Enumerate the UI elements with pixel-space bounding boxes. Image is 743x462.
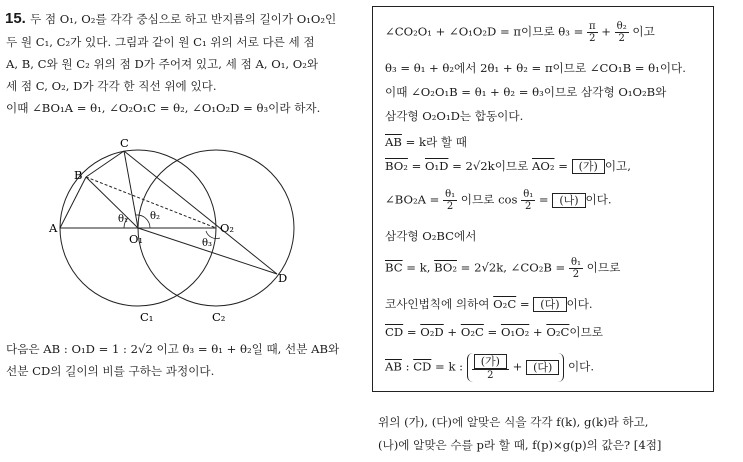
fraction-theta1-over-2-b: $\frac{\text{θ₁}}{2}$ (570, 257, 581, 280)
segment-c-d (124, 151, 277, 274)
problem-intro-line-5: 이때 ∠BO₁A = θ₁, ∠O₂O₁C = θ₂, ∠O₁O₂D = θ₃이라 하자. (6, 101, 321, 115)
solution-line-7: ∠BO₂A = $\frac{\text{θ₁}}{2}$ 이므로 cos $\frac{\text{θ₁}}{2}$ = (나) 이다. (385, 189, 612, 212)
label-point-a: A (49, 221, 58, 235)
segment-b-c (86, 151, 124, 177)
problem-bottom-line-2: 선분 CD의 길이의 비를 구하는 과정이다. (6, 364, 215, 378)
label-point-c: C (120, 136, 129, 150)
solution-line-12: $\overline{AB}$ : $\overline{CD} = k$ : $\frac{\text{(가)}}{2}$ + (다) 이다. (385, 355, 595, 381)
question-line-1: 위의 (가), (다)에 알맞은 식을 각각 f(k), g(k)라 하고, (378, 415, 649, 429)
question-line-2: (나)에 알맞은 수를 p라 할 때, f(p)×g(p)의 값은? [4점] (378, 438, 662, 452)
label-point-o2: O₂ (220, 221, 235, 235)
geometry-figure (40, 135, 330, 325)
solution-line-3: 이때 ∠O₂O₁B = θ₁ + θ₂ = θ₃이므로 삼각형 O₁O₂B와 (385, 85, 667, 99)
segment-o1-d (138, 228, 277, 274)
label-point-o1: O₁ (129, 232, 144, 246)
solution-line-1: ∠CO₂O₁ + ∠O₁O₂D = π이므로 θ₃ = $\frac{\pi}{2}$ + $\frac{\text{θ₂}}{2}$ 이고 (385, 21, 655, 44)
fraction-theta1-over-2: $\frac{\text{θ₁}}{2}$ (445, 189, 456, 212)
problem-bottom-line-1: 다음은 AB : O₁D = 1 : 2√2 이고 θ₃ = θ₁ + θ₂일 때, 선분 AB와 (6, 342, 340, 356)
solution-line-2: θ₃ = θ₁ + θ₂에서 2θ₁ + θ₂ = π이므로 ∠CO₁B = θ₁이다. (385, 61, 686, 75)
blank-ga: (가) (572, 159, 605, 174)
solution-line-4: 삼각형 O₂O₁D는 합동이다. (385, 109, 524, 123)
fraction-pi-over-2: $\frac{\pi}{2}$ (589, 21, 596, 44)
fraction-cos-theta1-over-2: $\frac{\text{θ₁}}{2}$ (523, 189, 534, 212)
label-circle-c2: C₂ (212, 310, 226, 324)
label-angle-theta2: θ₂ (150, 211, 161, 222)
problem-intro-line-4: 세 점 C, O₂, D가 각각 한 직선 위에 있다. (6, 79, 217, 93)
solution-line-9: $\overline{BC} = k$, BO₂ = 2√2k, ∠CO₂B = $\frac{\text{θ₁}}{2}$ 이므로 (385, 257, 621, 280)
label-circle-c1: C₁ (140, 310, 154, 324)
label-point-b: B (74, 168, 83, 182)
solution-line-5: $\overline{AB} = k$라 할 때 (385, 135, 467, 149)
solution-line-6: BO₂ = O₁D = 2√2k이므로 AO₂ = (가) 이고, (385, 159, 631, 173)
fraction-ga-over-2: $\frac{\text{(가)}}{2}$ (472, 354, 509, 381)
ratio-paren-group: $\frac{\text{(가)}}{2}$ + (다) (467, 353, 565, 382)
problem-intro-line-2: 두 원 C₁, C₂가 있다. 그림과 같이 원 C₁ 위의 서로 다른 세 점 (6, 35, 315, 49)
fraction-theta2-over-2: $\frac{\text{θ₂}}{2}$ (616, 21, 627, 44)
problem-intro-line-1: 두 점 O₁, O₂를 각각 중심으로 하고 반지름의 길이가 O₁O₂인 (30, 12, 337, 26)
label-angle-theta3: θ₃ (202, 238, 213, 249)
blank-na: (나) (552, 193, 585, 208)
question-number: 15. (5, 10, 26, 27)
solution-box (372, 6, 714, 392)
solution-line-8: 삼각형 O₂BC에서 (385, 229, 477, 243)
blank-da: (다) (533, 297, 566, 312)
blank-da-2: (다) (526, 360, 559, 375)
label-point-d: D (278, 271, 288, 285)
problem-intro-line-3: A, B, C와 원 C₂ 위의 점 D가 주어져 있고, 세 점 A, O₁, O₂와 (6, 57, 319, 71)
solution-line-11: $\overline{CD} = O_2D + O_2C = O_1O_2 + O_2C$이므로 (385, 325, 603, 339)
solution-line-10: 코사인법칙에 의하여 O₂C = (다) 이다. (385, 297, 593, 311)
label-angle-theta1: θ₁ (118, 214, 129, 225)
